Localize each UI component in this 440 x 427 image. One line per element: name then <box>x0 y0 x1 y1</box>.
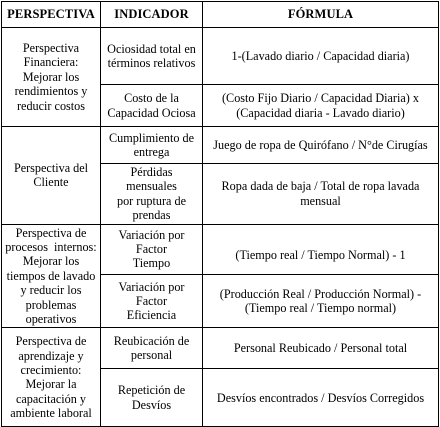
perspective-line: capacitación y <box>15 391 87 406</box>
formula-cell <box>203 328 439 369</box>
formula-line: Ropa dada de baja / Total de ropa lavada <box>221 179 420 194</box>
indicator-line: Reubicación de <box>113 333 190 348</box>
formula-cell <box>203 85 439 127</box>
indicator-line: Desvíos <box>131 397 172 412</box>
header-row <box>2 2 439 28</box>
perspective-line: tiempos de lavado <box>6 268 96 283</box>
perspective-line: Mejorar los <box>22 254 80 269</box>
perspective-line: Cliente <box>33 175 69 190</box>
indicator-line: Ociosidad total en <box>107 41 196 56</box>
indicator-line: Variación por Factor <box>118 227 185 257</box>
table-row <box>2 28 439 85</box>
perspective-line: procesos internos: <box>5 239 97 254</box>
perspective-line: Perspectiva <box>22 41 80 56</box>
indicator-line: Eficiencia <box>126 308 177 323</box>
perspective-line: Perspectiva del <box>13 160 89 175</box>
formula-cell <box>203 274 439 327</box>
indicator-line: términos relativos <box>107 56 196 70</box>
perspective-line: y reducir los <box>20 283 82 298</box>
formula-line: mensual <box>300 193 341 208</box>
indicator-line: Cumplimiento de <box>109 130 194 145</box>
formula-line: Personal Reubicado / Personal total <box>233 341 408 356</box>
table-row <box>2 328 439 369</box>
perspective-cell <box>2 328 101 427</box>
header-perspectiva: PERSPECTIVA <box>2 2 101 28</box>
indicator-line: prendas <box>132 208 171 223</box>
formula-cell <box>203 369 439 427</box>
kpi-table <box>1 1 439 427</box>
formula-line: (Producción Real / Producción Normal) - <box>219 286 422 301</box>
formula-line: 1-(Lavado diario / Capacidad diaria) <box>231 48 410 63</box>
indicator-line: personal <box>130 348 173 363</box>
indicator-line: por ruptura de <box>116 193 187 208</box>
indicator-line: Costo de la <box>124 91 179 106</box>
formula-cell <box>203 127 439 164</box>
indicator-cell <box>101 164 203 225</box>
perspective-line: aprendizaje y <box>18 348 84 363</box>
formula-cell <box>203 224 439 274</box>
formula-line: (Costo Fijo Diario / Capacidad Diaria) x <box>222 91 419 106</box>
perspective-cell <box>2 224 101 328</box>
perspective-cell <box>2 127 101 225</box>
indicator-line: Variación por Factor <box>118 279 185 308</box>
header-indicador: INDICADOR <box>101 2 203 28</box>
indicator-cell <box>101 28 203 85</box>
indicator-cell <box>101 224 203 274</box>
formula-cell <box>203 164 439 225</box>
indicator-cell <box>101 274 203 327</box>
indicator-cell <box>101 369 203 427</box>
perspective-cell <box>2 28 101 127</box>
indicator-cell <box>101 127 203 164</box>
perspective-line: Financiera: <box>23 55 79 70</box>
perspective-line: operativos <box>25 311 77 326</box>
formula-line: (Tiempo real / Tiempo Normal) - 1 <box>235 248 406 263</box>
perspective-line: problemas <box>25 297 77 312</box>
header-formula: FÓRMULA <box>203 2 439 28</box>
indicator-line: Pérdidas mensuales <box>126 165 177 194</box>
formula-line: (Capacidad diaria - Lavado diario) <box>236 105 405 120</box>
perspective-line: Perspectiva de <box>15 225 87 240</box>
indicator-line: entrega <box>133 145 170 159</box>
indicator-line: Repetición de <box>117 383 186 398</box>
indicator-line: Capacidad Ociosa <box>107 105 196 120</box>
perspective-line: reducir costos <box>16 98 86 113</box>
formula-line: (Tiempo real / Tiempo normal) <box>244 301 397 316</box>
perspective-line: Mejorar la <box>25 377 77 392</box>
perspective-line: Mejorar los <box>22 69 80 84</box>
indicator-cell <box>101 328 203 369</box>
formula-line: Desvíos encontrados / Desvíos Corregidos <box>216 390 425 405</box>
perspective-line: ambiente laboral <box>10 406 92 421</box>
table-row <box>2 224 439 274</box>
perspective-line: crecimiento: <box>20 362 82 377</box>
perspective-line: rendimientos y <box>14 84 88 99</box>
indicator-cell <box>101 85 203 127</box>
table-row <box>2 127 439 164</box>
formula-cell <box>203 28 439 85</box>
indicator-line: Tiempo <box>132 256 171 271</box>
perspective-line: Perspectiva de <box>15 334 87 349</box>
formula-line: Juego de ropa de Quirófano / N°de Cirugías <box>213 137 428 152</box>
